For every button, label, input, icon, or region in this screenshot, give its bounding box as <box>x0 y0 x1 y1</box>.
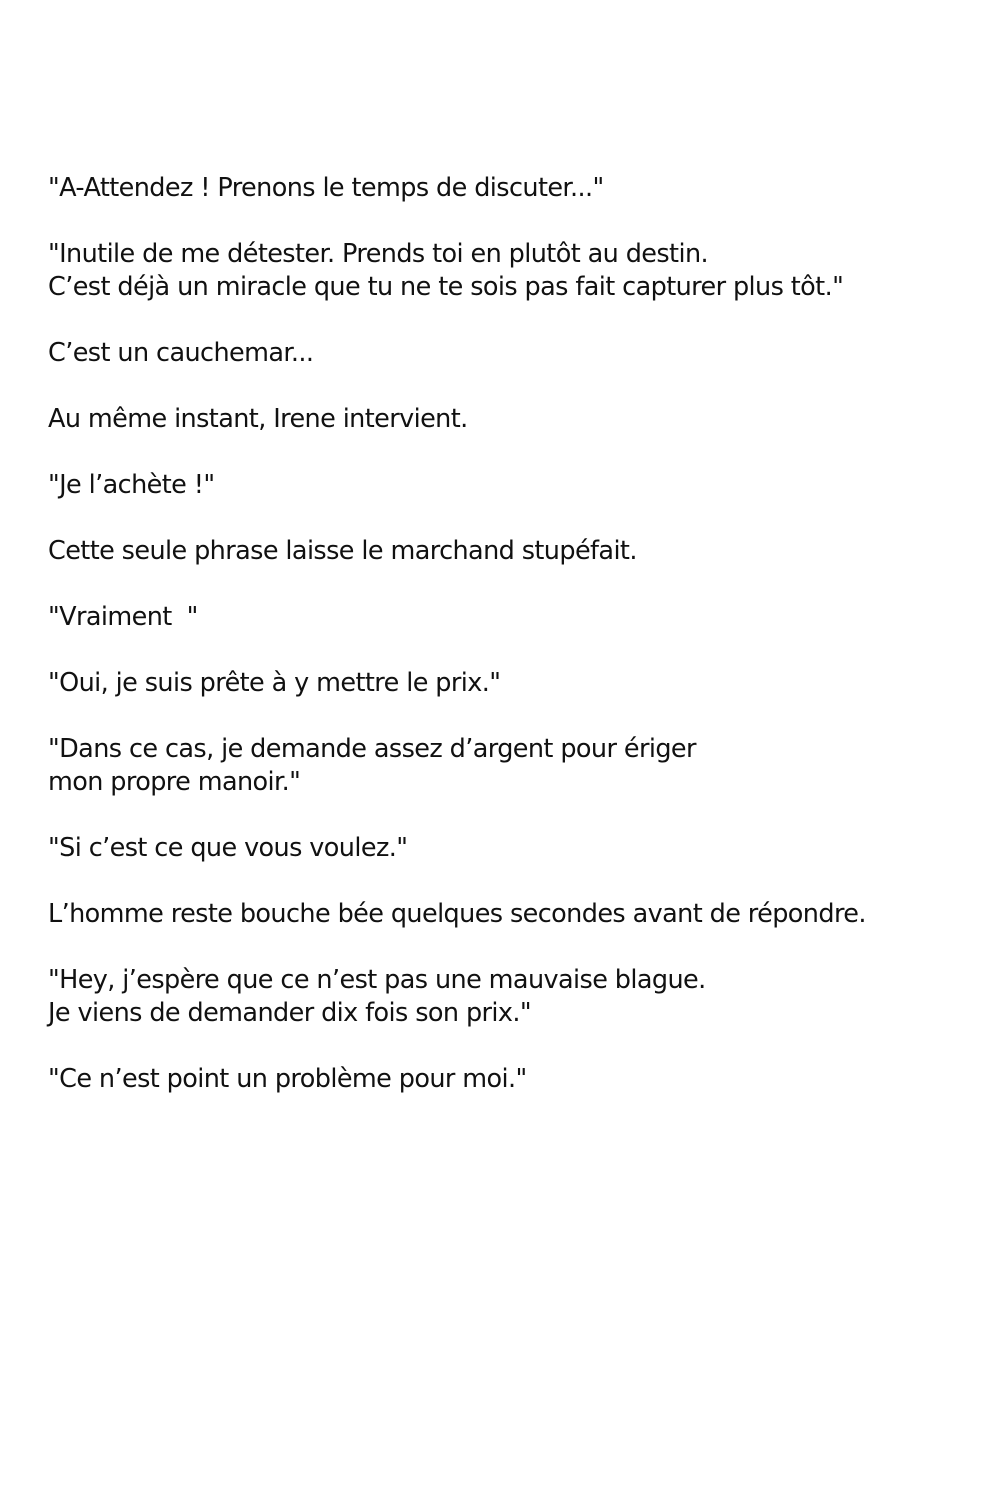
text-line: "Inutile de me détester. Prends toi en plutôt au destin. <box>48 239 709 269</box>
dialogue-text <box>48 172 978 1129</box>
text-line: Au même instant, Irene intervient. <box>48 404 468 434</box>
paragraph-7 <box>48 601 978 634</box>
text-line: C’est déjà un miracle que tu ne te sois pas fait capturer plus tôt." <box>48 272 844 302</box>
paragraph-8 <box>48 667 978 700</box>
text-line: Je viens de demander dix fois son prix." <box>48 998 532 1028</box>
text-line: "Si c’est ce que vous voulez." <box>48 833 408 863</box>
text-line: mon propre manoir." <box>48 767 301 797</box>
text-line: L’homme reste bouche bée quelques secondes avant de répondre. <box>48 899 866 929</box>
paragraph-4 <box>48 403 978 436</box>
paragraph-1 <box>48 172 978 205</box>
text-line: "Hey, j’espère que ce n’est pas une mauvaise blague. <box>48 965 706 995</box>
text-line: "A-Attendez ! Prenons le temps de discuter..." <box>48 173 604 203</box>
text-line: "Je l’achète !" <box>48 470 215 500</box>
text-line: "Vraiment " <box>48 602 198 632</box>
text-line: C’est un cauchemar... <box>48 338 314 368</box>
text-line: "Ce n’est point un problème pour moi." <box>48 1064 527 1094</box>
paragraph-12 <box>48 964 978 1030</box>
text-line: Cette seule phrase laisse le marchand stupéfait. <box>48 536 637 566</box>
paragraph-11 <box>48 898 978 931</box>
paragraph-13 <box>48 1063 978 1096</box>
text-line: "Oui, je suis prête à y mettre le prix." <box>48 668 501 698</box>
paragraph-5 <box>48 469 978 502</box>
paragraph-2 <box>48 238 978 304</box>
paragraph-9 <box>48 733 978 799</box>
paragraph-6 <box>48 535 978 568</box>
text-line: "Dans ce cas, je demande assez d’argent pour ériger <box>48 734 696 764</box>
paragraph-3 <box>48 337 978 370</box>
paragraph-10 <box>48 832 978 865</box>
